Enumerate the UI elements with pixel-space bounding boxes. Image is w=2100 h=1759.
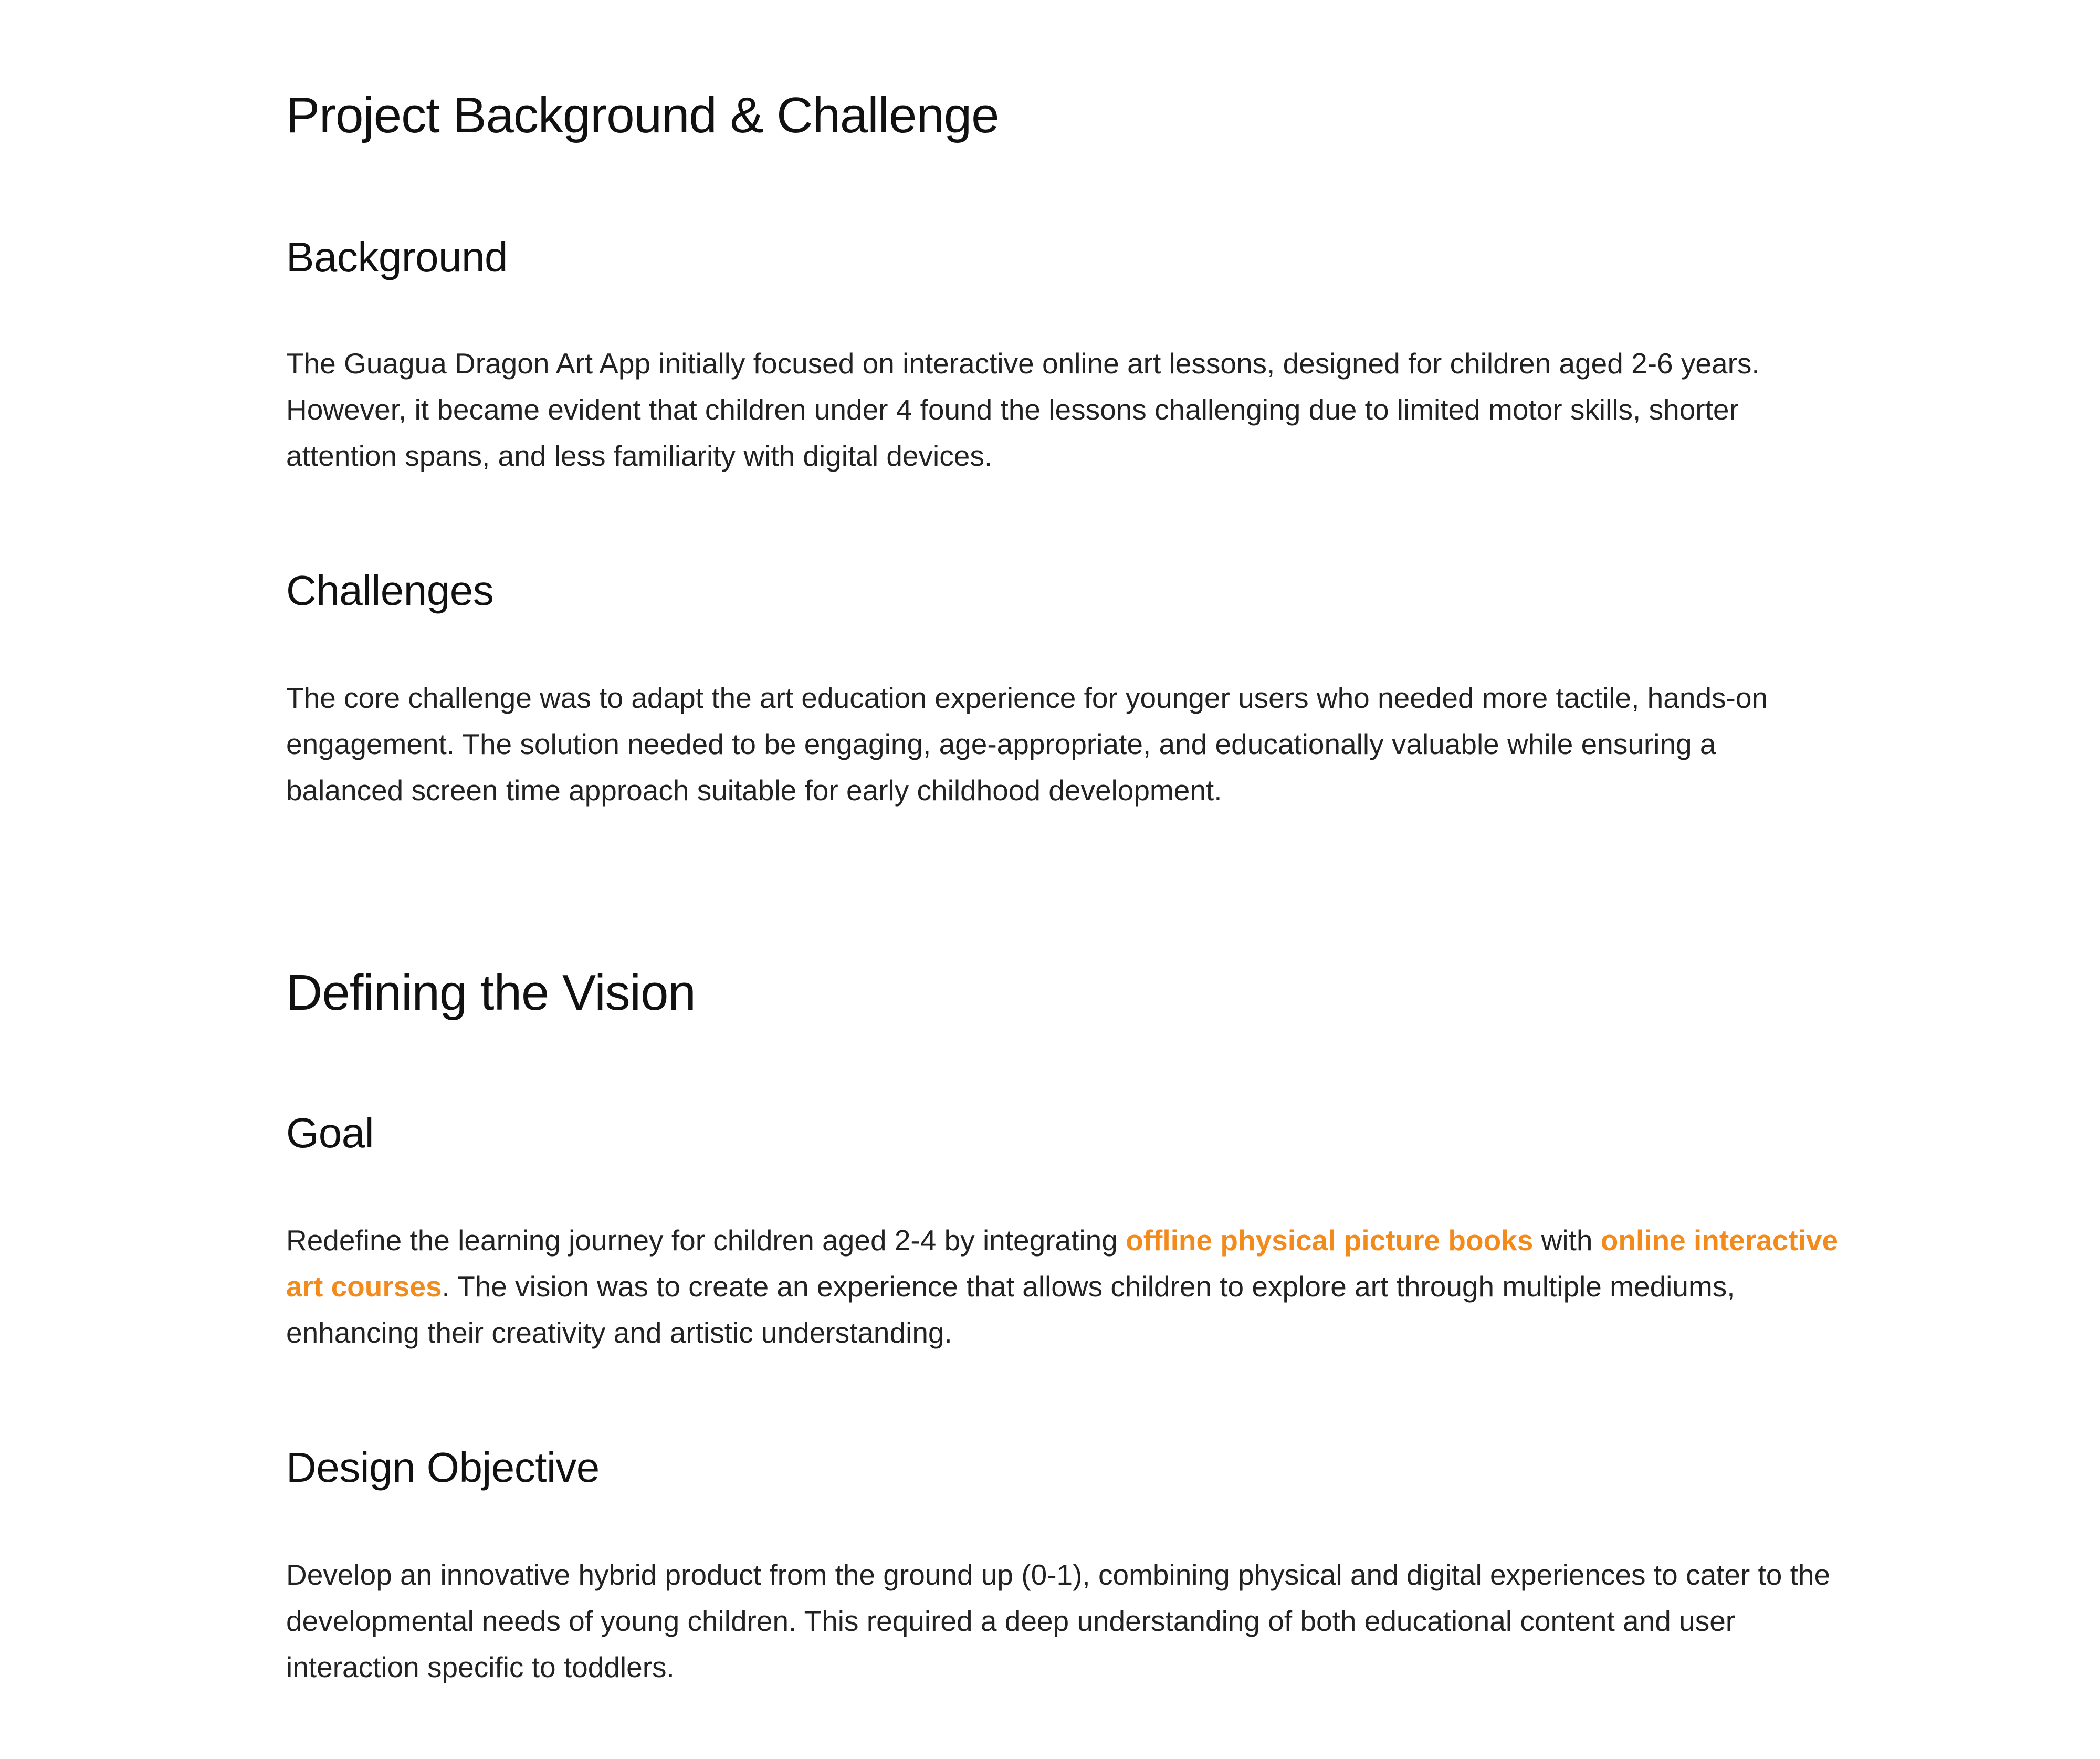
subsection-heading-goal: Goal xyxy=(286,1109,374,1156)
highlight-online-art-courses: online interactive art courses xyxy=(286,1224,1839,1303)
paragraph-challenges: The core challenge was to adapt the art education experience for younger users who needed more tactile, hands-on engagement. The solution needed to be engaging, age-appropriate, and educationally valuable while ensuring a balanced screen time approach suitable for early childhood development. xyxy=(286,682,1768,807)
subsection-heading-design-objective: Design Objective xyxy=(286,1444,600,1491)
subsection-heading-background: Background xyxy=(286,234,508,280)
subsection-heading-challenges: Challenges xyxy=(286,567,494,614)
paragraph-goal xyxy=(286,1217,1840,1356)
highlight-offline-picture-books: offline physical picture books xyxy=(1126,1224,1534,1257)
goal-text-middle: with xyxy=(1533,1224,1601,1257)
paragraph-design-objective: Develop an innovative hybrid product from the ground up (0-1), combining physical and digital experiences to cater to the developmental needs of young children. This required a deep understanding of both educational content and user interaction specific to toddlers. xyxy=(286,1558,1831,1683)
section-title-project-background: Project Background & Challenge xyxy=(286,87,999,143)
section-title-defining-vision: Defining the Vision xyxy=(286,965,696,1021)
goal-text-before: Redefine the learning journey for children aged 2-4 by integrating xyxy=(286,1224,1126,1257)
goal-text-after: . The vision was to create an experience that allows children to explore art through multiple mediums, enhancing their creativity and artistic understanding. xyxy=(286,1270,1735,1349)
paragraph-background: The Guagua Dragon Art App initially focused on interactive online art lessons, designed for children aged 2-6 years. However, it became evident that children under 4 found the lessons challenging due to limited motor skills, shorter attention spans, and less familiarity with digital devices. xyxy=(286,347,1760,472)
